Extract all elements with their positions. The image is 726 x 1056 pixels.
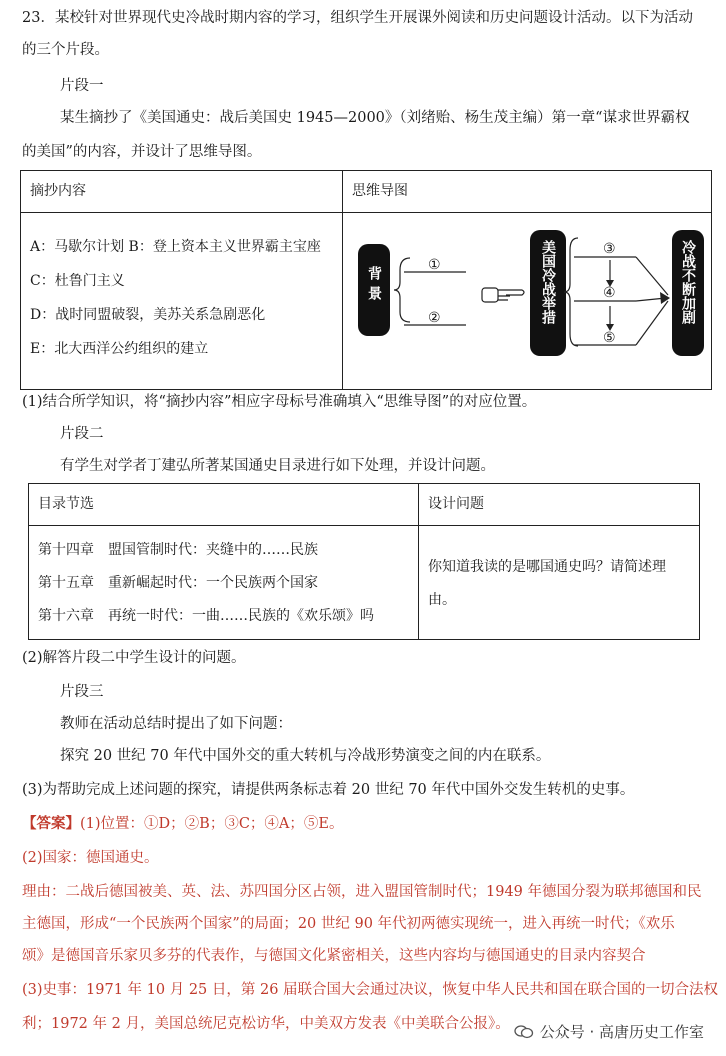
- table2-question-line1: 你知道我读的是哪国通史吗？请简述理: [428, 559, 666, 575]
- mindmap-slot-1: ①: [428, 257, 441, 273]
- wechat-icon: [514, 1025, 534, 1039]
- mindmap-slot-5: ⑤: [603, 330, 616, 346]
- table2-header-right: 设计问题: [428, 496, 484, 512]
- answer-reason-line1: 理由：二战后德国被美、英、法、苏四国分区占领，进入盟国管制时代；1949 年德国分裂为联邦德国和民: [22, 884, 702, 900]
- table2-chapter-14: 第十四章 盟国管制时代：夹缝中的……民族: [38, 542, 318, 558]
- answer-2: (2)国家：德国通史。: [22, 850, 159, 866]
- question-intro-line2: 的三个片段。: [22, 42, 109, 58]
- table2-header-left: 目录节选: [38, 496, 94, 512]
- mindmap-background-label: 背景: [366, 266, 382, 306]
- pointing-hand-icon: [482, 288, 524, 302]
- answer-reason-line2: 主德国，形成“一个民族两个国家”的局面；20 世纪 90 年代初两德实现统一，进入再统一时代；《欢乐: [22, 916, 675, 932]
- table2-chapter-16: 第十六章 再统一时代：一曲……民族的《欢乐颂》吗: [38, 608, 374, 624]
- fragment3-text1: 教师在活动总结时提出了如下问题：: [60, 716, 292, 732]
- table2-chapter-15: 第十五章 重新崛起时代：一个民族两个国家: [38, 575, 318, 591]
- fragment2-title: 片段二: [60, 426, 104, 442]
- mindmap-intensify-label: 冷战不断加剧: [680, 240, 696, 324]
- answer-3-line1: (3)史事：1971 年 10 月 25 日，第 26 届联合国大会通过决议，恢复中华人民共和国在联合国的一切合法权: [22, 982, 719, 998]
- mindmap-slot-2: ②: [428, 310, 441, 326]
- answer-1: [22, 814, 712, 834]
- fragment3-text2: 探究 20 世纪 70 年代中国外交的重大转机与冷战形势演变之间的内在联系。: [60, 748, 551, 764]
- mindmap-slot-3: ③: [603, 241, 616, 257]
- fragment2-question: (2)解答片段二中学生设计的问题。: [22, 650, 246, 666]
- answer-3-line2: 利；1972 年 2 月，美国总统尼克松访华，中美双方发表《中美联合公报》。: [22, 1016, 510, 1032]
- table1-item-a-b: A：马歇尔计划 B：登上资本主义世界霸主宝座: [30, 239, 321, 255]
- fragment1-title: 片段一: [60, 78, 104, 94]
- fragment3-title: 片段三: [60, 684, 104, 700]
- table1-header-right: 思维导图: [352, 183, 408, 199]
- question-intro-line1: 23．某校针对世界现代史冷战时期内容的学习，组织学生开展课外阅读和历史问题设计活动。以下为活动: [22, 10, 693, 26]
- table2-question-line2: 由。: [428, 592, 456, 608]
- table1-header-left: 摘抄内容: [30, 183, 86, 199]
- mindmap-measures-label: 美国冷战举措: [540, 240, 556, 324]
- fragment1-question: (1)结合所学知识，将“摘抄内容”相应字母标号准确填入“思维导图”的对应位置。: [22, 394, 537, 410]
- table1-item-d: D：战时同盟破裂，美苏关系急剧恶化: [30, 307, 266, 323]
- answer-1-text: (1)位置：①D；②B；③C；④A；⑤E。: [80, 816, 344, 832]
- fragment3-question: (3)为帮助完成上述问题的探究，请提供两条标志着 20 世纪 70 年代中国外交发生转机的史事。: [22, 782, 635, 798]
- watermark-label: 公众号 · 高唐历史工作室: [539, 1023, 704, 1041]
- fragment1-text-line1: 某生摘抄了《美国通史：战后美国史 1945—2000》（刘绪贻、杨生茂主编）第一章“谋求世界霸权: [60, 110, 690, 126]
- fragment2-text: 有学生对学者丁建弘所著某国通史目录进行如下处理，并设计问题。: [60, 458, 495, 474]
- mindmap-slot-4: ④: [603, 285, 616, 301]
- table1-item-e: E：北大西洋公约组织的建立: [30, 341, 209, 357]
- answer-reason-line3: 颂》是德国音乐家贝多芬的代表作，与德国文化紧密相关，这些内容均与德国通史的目录内容契合: [22, 948, 646, 964]
- watermark: [510, 1019, 708, 1044]
- fragment1-text-line2: 的美国”的内容，并设计了思维导图。: [22, 144, 262, 160]
- mindmap-connectors: [0, 0, 726, 400]
- answer-tag: 【答案】: [22, 815, 80, 832]
- table1-item-c: C：杜鲁门主义: [30, 273, 125, 289]
